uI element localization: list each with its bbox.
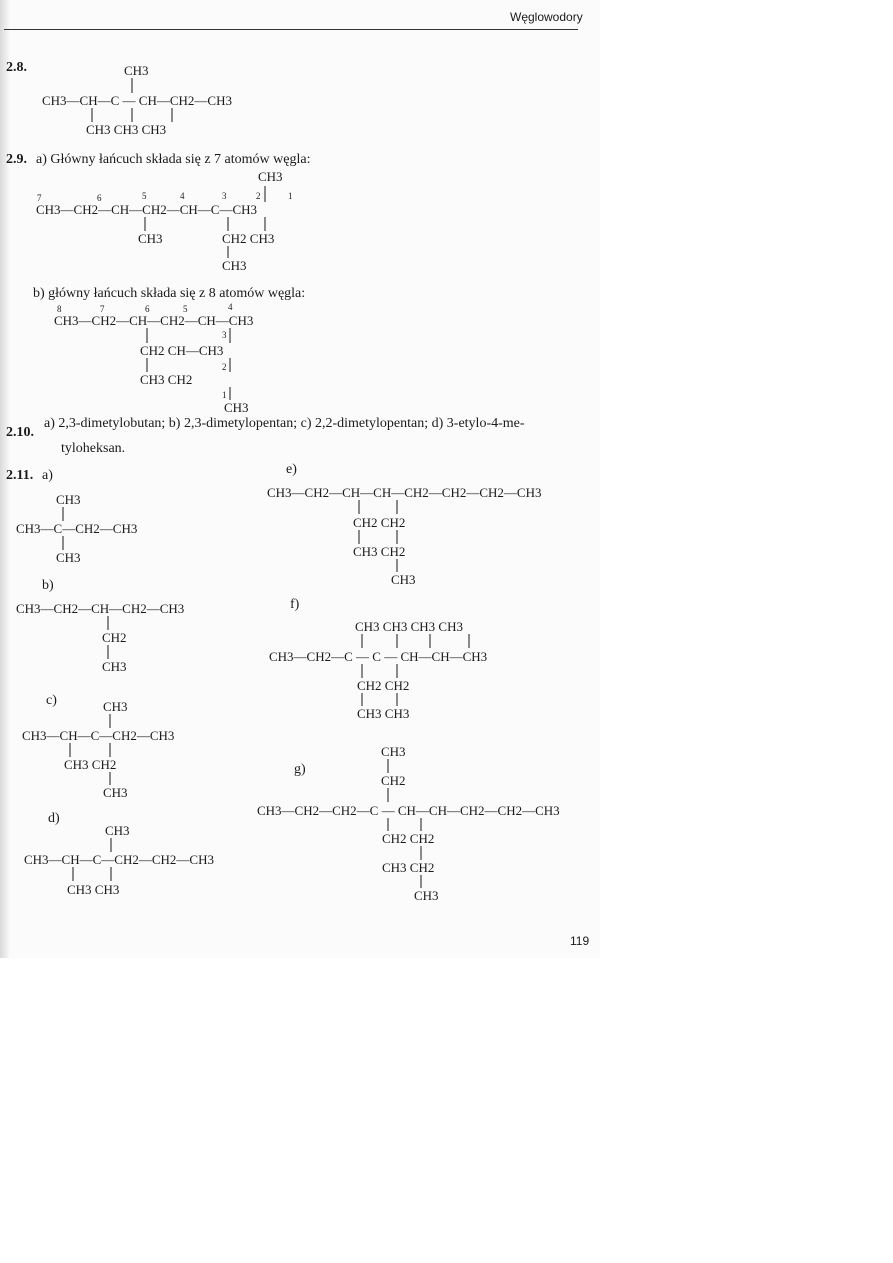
locant-5: 5 [142,191,147,201]
label-2-11-a: a) [42,468,53,483]
locant-4b: 4 [228,302,233,312]
formula-2-9-a [36,169,293,273]
formula-2-9-a-top: CH3 [258,169,283,184]
formula-2-11-d-top: CH3 [105,823,130,838]
page-header: Węglowodory [510,10,583,24]
problem-number-2-10: 2.10. [6,425,34,440]
formula-2-11-a-main: CH3—C—CH2—CH3 [16,521,138,536]
formula-2-9-a-below1: CH3 [138,231,163,246]
locant-8: 8 [57,304,62,314]
label-2-11-c: c) [46,693,57,708]
formula-2-11-a-top: CH3 [56,492,81,507]
formula-2-11-f [269,619,487,721]
label-2-11-f: f) [290,597,300,612]
text-2-10-line2: tyloheksan. [61,441,126,456]
formula-2-11-c [22,699,174,800]
problem-number-2-11: 2.11. [6,468,34,483]
locant-1b: 1 [222,390,227,400]
formula-2-11-g-row3: CH3 CH2 [382,860,435,875]
formula-2-11-g-top1: CH3 [381,744,406,759]
formula-2-11-g-main: CH3—CH2—CH2—C — CH—CH—CH2—CH2—CH3 [257,803,560,818]
formula-2-9-b-row2: CH2 CH—CH3 [140,343,224,358]
formula-2-11-d-bottom: CH3 CH3 [67,882,120,897]
formula-2-9-a-below3: CH3 [222,258,247,273]
locant-3b: 3 [222,330,227,340]
formula-2-11-f-top: CH3 CH3 CH3 CH3 [355,619,463,634]
label-2-11-b: b) [42,578,54,593]
formula-2-11-e-row4: CH3 [391,572,416,587]
locant-6: 6 [97,193,102,203]
locant-4: 4 [180,191,185,201]
formula-2-11-c-row3: CH3 [103,785,128,800]
locant-5b: 5 [183,304,188,314]
formula-2-8-top: CH3 [124,63,149,78]
formula-2-11-e-main: CH3—CH2—CH—CH—CH2—CH2—CH2—CH3 [267,485,542,500]
formula-2-11-a [16,492,137,565]
formula-2-8-main: CH3—CH—C — CH—CH2—CH3 [42,93,232,108]
formula-2-11-e [267,485,541,587]
page-number: 119 [570,934,590,948]
locant-2b: 2 [222,362,227,372]
formula-2-11-d-main: CH3—CH—C—CH2—CH2—CH3 [24,852,214,867]
locant-7b: 7 [100,304,105,314]
text-2-10-line1: a) 2,3-dimetylobutan; b) 2,3-dimetylopentan; c) 2,2-dimetylopentan; d) 3-etylo-4-me- [44,416,525,431]
label-2-11-e: e) [286,462,297,477]
formula-2-11-b [16,601,184,674]
label-2-11-d: d) [48,811,60,826]
locant-1: 1 [288,191,293,201]
locant-7: 7 [37,193,42,203]
formula-2-11-b-row2: CH2 [102,630,127,645]
formula-2-9-b [54,302,253,415]
formula-2-11-g [257,744,560,903]
formula-2-11-c-top: CH3 [103,699,128,714]
formula-2-11-c-main: CH3—CH—C—CH2—CH3 [22,728,175,743]
formula-2-9-a-main: CH3—CH2—CH—CH2—CH—C—CH3 [36,202,258,217]
formula-2-11-f-row3: CH3 CH3 [357,706,410,721]
text-2-9-b: b) główny łańcuch składa się z 8 atomów węgla: [33,286,306,301]
locant-2: 2 [256,191,261,201]
formula-2-11-f-row2: CH2 CH2 [357,678,410,693]
formula-2-11-b-row3: CH3 [102,659,127,674]
formula-2-9-b-row3: CH3 CH2 [140,372,193,387]
locant-6b: 6 [145,304,150,314]
formula-2-11-b-main: CH3—CH2—CH—CH2—CH3 [16,601,185,616]
locant-3: 3 [222,191,227,201]
formula-2-11-c-row2: CH3 CH2 [64,757,117,772]
label-2-11-g: g) [294,762,306,777]
formula-2-9-b-main: CH3—CH2—CH—CH2—CH—CH3 [54,313,254,328]
formula-2-8-bottom: CH3 CH3 CH3 [86,122,167,137]
formula-2-11-a-bottom: CH3 [56,550,81,565]
formula-2-8 [42,63,232,137]
formula-2-11-g-row4: CH3 [414,888,439,903]
problem-number-2-8: 2.8. [6,60,27,75]
formula-2-9-a-below2: CH2 CH3 [222,231,275,246]
formula-2-9-b-row4: CH3 [224,400,249,415]
problem-number-2-9: 2.9. [6,152,27,167]
formula-2-11-e-row2: CH2 CH2 [353,515,406,530]
formula-2-11-g-top2: CH2 [381,773,406,788]
formula-2-11-f-main: CH3—CH2—C — C — CH—CH—CH3 [269,649,488,664]
formula-2-11-e-row3: CH3 CH2 [353,544,406,559]
formula-2-11-d [24,823,214,897]
text-2-9-a: a) Główny łańcuch składa się z 7 atomów węgla: [36,152,311,167]
formula-2-11-g-row2: CH2 CH2 [382,831,435,846]
